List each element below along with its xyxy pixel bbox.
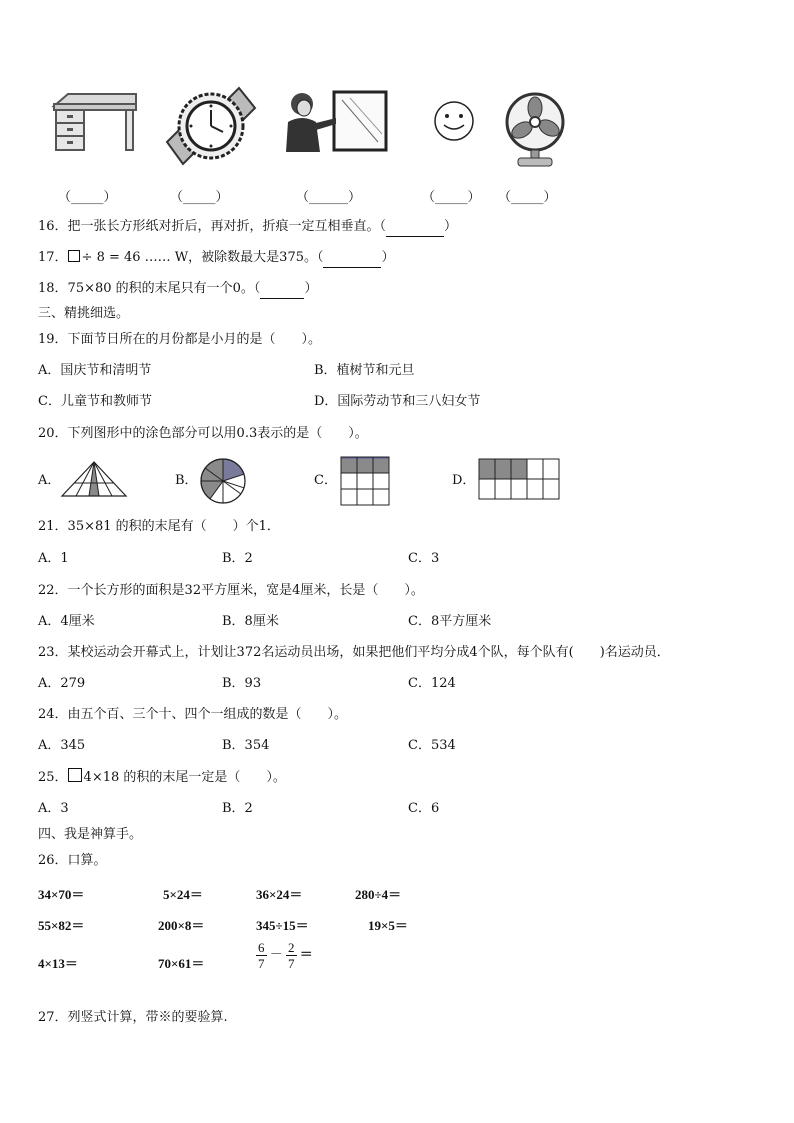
denominator: 7 xyxy=(258,956,265,971)
picture-answer-blank[interactable]: （_____） xyxy=(170,190,229,205)
question-27-stem: 27．列竖式计算，带※的要验算. xyxy=(38,1010,228,1025)
question-17: 17． ÷ 8 = 46 …… W，被除数最大是375。（ ） xyxy=(38,249,395,268)
answer-blank[interactable] xyxy=(386,218,444,237)
equals-sign: ＝ xyxy=(299,946,313,962)
question-17-number: 17． xyxy=(38,250,68,265)
question-16 xyxy=(38,218,457,237)
fraction-calc-item[interactable] xyxy=(256,940,313,971)
question-16-text: 16．把一张长方形纸对折后，再对折，折痕一定互相垂直。（ xyxy=(38,219,387,234)
question-21-stem: 21．35×81 的积的末尾有（ ）个1． xyxy=(38,519,280,534)
calc-item[interactable]: 55×82＝ xyxy=(38,918,85,933)
question-23-stem: 23．某校运动会开幕式上，计划让372名运动员出场，如果把他们平均分成4个队，每个队有( )名运动员． xyxy=(38,645,670,660)
question-25-text: 4×18 的积的末尾一定是（ ）。 xyxy=(83,770,286,785)
calc-item[interactable]: 280÷4＝ xyxy=(355,887,402,902)
option-c[interactable]: C．534 xyxy=(408,738,456,753)
option-b[interactable]: B． xyxy=(175,473,198,488)
fraction xyxy=(256,940,267,971)
calc-item[interactable]: 345÷15＝ xyxy=(256,918,309,933)
option-c[interactable]: C．6 xyxy=(408,801,440,816)
watch-picture xyxy=(165,86,257,166)
bracket-close: ） xyxy=(444,219,458,234)
option-b[interactable]: B．2 xyxy=(222,801,253,816)
question-20-stem: 20．下列图形中的涂色部分可以用0.3表示的是（ ）。 xyxy=(38,426,368,441)
option-c[interactable]: C．儿童节和教师节 xyxy=(38,394,152,409)
option-a[interactable]: A． xyxy=(38,473,61,488)
desk-picture xyxy=(50,92,140,154)
minus-sign: － xyxy=(269,946,283,962)
question-26-stem: 26．口算。 xyxy=(38,853,107,868)
circle-figure[interactable] xyxy=(199,457,247,505)
section-3-title: 三、精挑细选。 xyxy=(38,306,130,321)
grid-3x3-figure[interactable] xyxy=(340,456,390,506)
triangle-figure[interactable] xyxy=(60,460,128,498)
calc-item[interactable]: 5×24＝ xyxy=(163,887,203,902)
question-22-stem: 22．一个长方形的面积是32平方厘米，宽是4厘米，长是（ ）。 xyxy=(38,583,424,598)
option-a[interactable]: A．3 xyxy=(38,801,69,816)
numerator: 6 xyxy=(258,940,265,955)
calc-item[interactable]: 200×8＝ xyxy=(158,918,205,933)
option-b[interactable]: B．93 xyxy=(222,676,262,691)
calc-item[interactable]: 19×5＝ xyxy=(368,918,408,933)
option-c[interactable]: C．3 xyxy=(408,551,440,566)
option-c[interactable]: C． xyxy=(314,473,337,488)
option-c[interactable]: C．124 xyxy=(408,676,456,691)
option-b[interactable]: B．2 xyxy=(222,551,253,566)
option-b[interactable]: B．354 xyxy=(222,738,270,753)
option-d[interactable]: D．国际劳动节和三八妇女节 xyxy=(314,394,481,409)
question-18 xyxy=(38,280,317,299)
option-c[interactable]: C．8平方厘米 xyxy=(408,614,492,629)
bracket-close: ） xyxy=(304,281,318,296)
empty-box-icon xyxy=(68,768,82,782)
option-a[interactable]: A．279 xyxy=(38,676,86,691)
smiley-face-picture xyxy=(432,99,476,143)
numerator: 2 xyxy=(288,940,295,955)
answer-blank[interactable] xyxy=(323,249,381,268)
empty-box-icon xyxy=(68,250,80,262)
option-b[interactable]: B．8厘米 xyxy=(222,614,279,629)
option-a[interactable]: A．4厘米 xyxy=(38,614,95,629)
question-18-text: 18．75×80 的积的末尾只有一个0。（ xyxy=(38,281,261,296)
calc-item[interactable]: 4×13＝ xyxy=(38,956,78,971)
person-window-picture xyxy=(280,90,390,154)
question-25-stem xyxy=(38,768,286,787)
calc-item[interactable]: 36×24＝ xyxy=(256,887,303,902)
picture-answer-blank[interactable]: （_____） xyxy=(58,190,117,205)
picture-answer-blank[interactable]: （_____） xyxy=(498,190,557,205)
calc-item[interactable]: 70×61＝ xyxy=(158,956,205,971)
picture-answer-blank[interactable]: （_____） xyxy=(422,190,481,205)
option-b[interactable]: B．植树节和元旦 xyxy=(314,363,415,378)
calc-item[interactable]: 34×70＝ xyxy=(38,887,85,902)
denominator: 7 xyxy=(288,956,295,971)
option-d[interactable]: D． xyxy=(452,473,476,488)
answer-blank[interactable] xyxy=(260,280,304,299)
electric-fan-picture xyxy=(502,92,568,168)
fraction xyxy=(286,940,297,971)
option-a[interactable]: A．国庆节和清明节 xyxy=(38,363,152,378)
picture-answer-blank[interactable]: （______） xyxy=(296,190,362,205)
question-17-text: ÷ 8 = 46 …… W，被除数最大是375。（ xyxy=(81,250,324,265)
section-4-title: 四、我是神算手。 xyxy=(38,827,143,842)
option-a[interactable]: A．345 xyxy=(38,738,86,753)
question-24-stem: 24．由五个百、三个十、四个一组成的数是（ ）。 xyxy=(38,707,348,722)
question-19-stem: 19．下面节日所在的月份都是小月的是（ ）。 xyxy=(38,332,322,347)
option-a[interactable]: A．1 xyxy=(38,551,69,566)
question-25-number: 25． xyxy=(38,770,68,785)
grid-2x5-figure[interactable] xyxy=(478,458,560,502)
